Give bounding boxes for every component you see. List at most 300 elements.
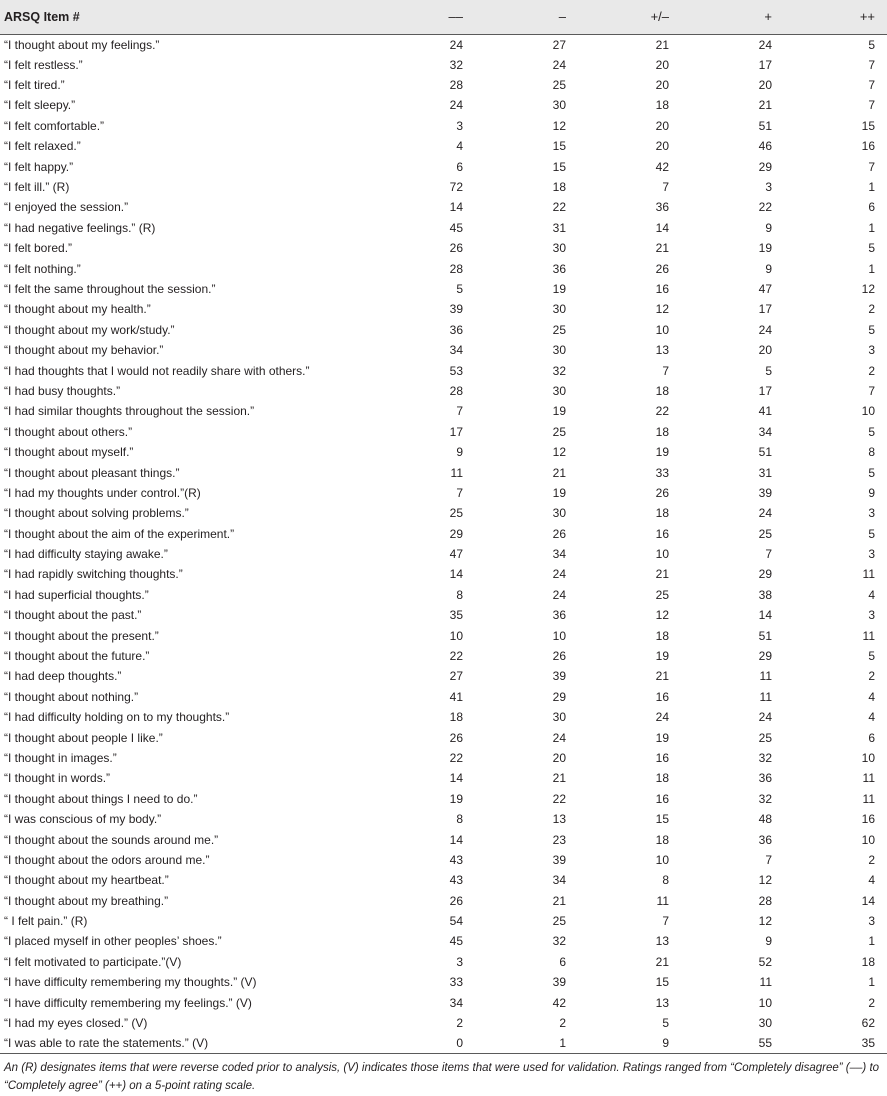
table-row xyxy=(0,666,887,686)
strongly-disagree-cell: 7 xyxy=(456,485,463,500)
strongly-agree-cell: 8 xyxy=(868,445,875,460)
neutral-cell: 9 xyxy=(578,1033,681,1054)
agree-cell: 3 xyxy=(765,180,772,195)
item-cell: “I had negative feelings.” (R) xyxy=(4,220,156,235)
table-row xyxy=(0,544,887,564)
agree-cell: 20 xyxy=(758,78,772,93)
strongly-disagree-cell: 28 xyxy=(449,383,463,398)
neutral-cell: 21 xyxy=(655,669,669,684)
strongly-disagree-cell: 43 xyxy=(449,852,463,867)
table-row xyxy=(0,748,887,768)
strongly-disagree-cell: 8 xyxy=(456,812,463,827)
strongly-agree-cell: 12 xyxy=(861,281,875,296)
item-cell: “I felt restless.” xyxy=(4,57,83,72)
neutral-cell: 11 xyxy=(656,893,669,908)
column-header-neutral: +/– xyxy=(578,0,681,34)
neutral-cell: 14 xyxy=(655,220,669,235)
strongly-disagree-cell: 14 xyxy=(449,832,463,847)
disagree-cell: 15 xyxy=(552,139,566,154)
agree-cell: 52 xyxy=(758,954,772,969)
neutral-cell: 42 xyxy=(655,159,669,174)
neutral-cell: 18 xyxy=(655,506,669,521)
item-cell: “I thought about the odors around me.” xyxy=(4,852,210,867)
item-cell: “I felt relaxed.” xyxy=(4,139,81,154)
disagree-cell: 15 xyxy=(552,159,566,174)
strongly-agree-cell: 1 xyxy=(868,975,875,990)
item-cell: “I enjoyed the session.” xyxy=(4,200,129,215)
strongly-disagree-cell: 10 xyxy=(449,628,463,643)
disagree-cell: 32 xyxy=(552,934,566,949)
disagree-cell: 1 xyxy=(475,1033,578,1054)
neutral-cell: 36 xyxy=(655,200,669,215)
strongly-agree-cell: 4 xyxy=(868,873,875,888)
table-row xyxy=(0,523,887,543)
strongly-agree-cell: 5 xyxy=(868,241,875,256)
strongly-disagree-cell: 35 xyxy=(449,608,463,623)
agree-cell: 28 xyxy=(758,893,772,908)
neutral-cell: 13 xyxy=(655,343,669,358)
strongly-agree-cell: 14 xyxy=(861,893,875,908)
strongly-agree-cell: 11 xyxy=(862,628,875,643)
agree-cell: 39 xyxy=(758,485,772,500)
item-cell: “I was able to rate the statements.” (V) xyxy=(0,1033,372,1054)
strongly-disagree-cell: 43 xyxy=(449,873,463,888)
item-cell: “I thought about nothing.” xyxy=(4,689,139,704)
table-row xyxy=(0,870,887,890)
neutral-cell: 16 xyxy=(655,689,669,704)
agree-cell: 20 xyxy=(758,343,772,358)
agree-cell: 36 xyxy=(758,832,772,847)
table-row xyxy=(0,687,887,707)
disagree-cell: 30 xyxy=(552,302,566,317)
disagree-cell: 12 xyxy=(552,118,566,133)
disagree-cell: 31 xyxy=(552,220,566,235)
agree-cell: 32 xyxy=(758,750,772,765)
item-cell: “I thought about pleasant things.” xyxy=(4,465,180,480)
neutral-cell: 7 xyxy=(662,180,669,195)
strongly-agree-cell: 6 xyxy=(868,730,875,745)
strongly-disagree-cell: 14 xyxy=(449,771,463,786)
agree-cell: 51 xyxy=(758,628,772,643)
item-cell: “I thought about my heartbeat.” xyxy=(4,873,169,888)
table-row xyxy=(0,442,887,462)
table-row xyxy=(0,1013,887,1033)
neutral-cell: 13 xyxy=(655,934,669,949)
agree-cell: 11 xyxy=(759,669,772,684)
item-cell: “I had difficulty staying awake.” xyxy=(4,547,168,562)
strongly-disagree-cell: 24 xyxy=(449,37,463,52)
strongly-disagree-cell: 3 xyxy=(456,118,463,133)
disagree-cell: 29 xyxy=(552,689,566,704)
agree-cell: 24 xyxy=(758,506,772,521)
strongly-agree-cell: 11 xyxy=(862,771,875,786)
strongly-agree-cell: 7 xyxy=(868,383,875,398)
neutral-cell: 26 xyxy=(655,261,669,276)
disagree-cell: 23 xyxy=(552,832,566,847)
item-cell: “I had similar thoughts throughout the session.” xyxy=(4,404,255,419)
item-cell: “I thought in words.” xyxy=(4,771,111,786)
agree-cell: 41 xyxy=(758,404,772,419)
item-cell: “I felt comfortable.” xyxy=(4,118,105,133)
neutral-cell: 10 xyxy=(655,852,669,867)
neutral-cell: 20 xyxy=(655,118,669,133)
item-cell: “I felt motivated to participate.”(V) xyxy=(4,954,182,969)
strongly-disagree-cell: 18 xyxy=(449,710,463,725)
neutral-cell: 19 xyxy=(655,730,669,745)
agree-cell: 9 xyxy=(765,934,772,949)
strongly-disagree-cell: 27 xyxy=(449,669,463,684)
disagree-cell: 25 xyxy=(552,322,566,337)
table-row xyxy=(0,605,887,625)
neutral-cell: 18 xyxy=(655,832,669,847)
column-header-agree: + xyxy=(681,0,784,34)
disagree-cell: 20 xyxy=(552,750,566,765)
table-row xyxy=(0,116,887,136)
strongly-agree-cell: 3 xyxy=(868,608,875,623)
agree-cell: 7 xyxy=(765,852,772,867)
strongly-agree-cell: 18 xyxy=(861,954,875,969)
strongly-agree-cell: 2 xyxy=(868,302,875,317)
neutral-cell: 20 xyxy=(655,139,669,154)
neutral-cell: 16 xyxy=(655,791,669,806)
agree-cell: 25 xyxy=(758,526,772,541)
table-row xyxy=(0,381,887,401)
table-row xyxy=(0,483,887,503)
disagree-cell: 22 xyxy=(552,791,566,806)
strongly-agree-cell: 3 xyxy=(868,343,875,358)
disagree-cell: 6 xyxy=(559,954,566,969)
table-row xyxy=(0,768,887,788)
table-row xyxy=(0,299,887,319)
agree-cell: 38 xyxy=(758,587,772,602)
strongly-disagree-cell: 14 xyxy=(449,200,463,215)
item-cell: “I placed myself in other peoples’ shoes.” xyxy=(4,934,222,949)
strongly-agree-cell: 2 xyxy=(868,852,875,867)
agree-cell: 24 xyxy=(758,37,772,52)
strongly-disagree-cell: 28 xyxy=(449,78,463,93)
strongly-agree-cell: 10 xyxy=(861,832,875,847)
strongly-agree-cell: 9 xyxy=(868,485,875,500)
strongly-disagree-cell: 53 xyxy=(449,363,463,378)
strongly-disagree-cell: 36 xyxy=(449,322,463,337)
disagree-cell: 34 xyxy=(552,547,566,562)
disagree-cell: 25 xyxy=(552,914,566,929)
agree-cell: 46 xyxy=(758,139,772,154)
neutral-cell: 16 xyxy=(655,526,669,541)
neutral-cell: 12 xyxy=(655,608,669,623)
disagree-cell: 26 xyxy=(552,526,566,541)
table-row xyxy=(0,931,887,951)
table-row xyxy=(0,992,887,1012)
disagree-cell: 32 xyxy=(552,363,566,378)
neutral-cell: 15 xyxy=(655,812,669,827)
disagree-cell: 24 xyxy=(552,57,566,72)
agree-cell: 25 xyxy=(758,730,772,745)
agree-cell: 47 xyxy=(758,281,772,296)
neutral-cell: 22 xyxy=(655,404,669,419)
neutral-cell: 13 xyxy=(655,995,669,1010)
neutral-cell: 21 xyxy=(655,954,669,969)
neutral-cell: 16 xyxy=(655,281,669,296)
neutral-cell: 15 xyxy=(655,975,669,990)
neutral-cell: 18 xyxy=(655,98,669,113)
table-row xyxy=(0,75,887,95)
neutral-cell: 33 xyxy=(655,465,669,480)
neutral-cell: 21 xyxy=(655,567,669,582)
strongly-disagree-cell: 24 xyxy=(449,98,463,113)
agree-cell: 21 xyxy=(758,98,772,113)
table-footnote: An (R) designates items that were reverse coded prior to analysis, (V) indicates those items that were used for validation. Ratings ranged from “Completely disagree” (––) to “Completely agree” (++) on a 5-point rating scale. xyxy=(4,1062,880,1092)
disagree-cell: 22 xyxy=(552,200,566,215)
disagree-cell: 13 xyxy=(552,812,566,827)
item-cell: “I felt bored.” xyxy=(4,241,73,256)
agree-cell: 34 xyxy=(758,424,772,439)
disagree-cell: 19 xyxy=(552,281,566,296)
item-cell: “I thought about my health.” xyxy=(4,302,151,317)
strongly-agree-cell: 5 xyxy=(868,37,875,52)
disagree-cell: 30 xyxy=(552,383,566,398)
strongly-agree-cell: 5 xyxy=(868,649,875,664)
neutral-cell: 21 xyxy=(655,241,669,256)
item-cell: “I had busy thoughts.” xyxy=(4,383,121,398)
strongly-agree-cell: 35 xyxy=(784,1033,887,1054)
table-row xyxy=(0,258,887,278)
strongly-agree-cell: 5 xyxy=(868,526,875,541)
table-row xyxy=(0,422,887,442)
disagree-cell: 25 xyxy=(552,424,566,439)
strongly-disagree-cell: 25 xyxy=(449,506,463,521)
table-row xyxy=(0,564,887,584)
table-row xyxy=(0,55,887,75)
table-row xyxy=(0,279,887,299)
strongly-agree-cell: 15 xyxy=(861,118,875,133)
strongly-agree-cell: 2 xyxy=(868,995,875,1010)
neutral-cell: 19 xyxy=(655,649,669,664)
table-row xyxy=(0,585,887,605)
neutral-cell: 21 xyxy=(655,37,669,52)
disagree-cell: 19 xyxy=(552,485,566,500)
disagree-cell: 19 xyxy=(552,404,566,419)
strongly-disagree-cell: 47 xyxy=(449,547,463,562)
item-cell: “I had my eyes closed.” (V) xyxy=(4,1016,148,1031)
agree-cell: 30 xyxy=(758,1016,772,1031)
table-row xyxy=(0,707,887,727)
strongly-agree-cell: 10 xyxy=(861,750,875,765)
item-cell: “ I felt pain.” (R) xyxy=(4,914,88,929)
table-row xyxy=(0,136,887,156)
item-cell: “I thought about my breathing.” xyxy=(4,893,169,908)
strongly-disagree-cell: 6 xyxy=(456,159,463,174)
table-row xyxy=(0,218,887,238)
agree-cell: 22 xyxy=(758,200,772,215)
item-cell: “I had difficulty holding on to my thoughts.” xyxy=(4,710,230,725)
strongly-disagree-cell: 2 xyxy=(456,1016,463,1031)
strongly-disagree-cell: 9 xyxy=(456,445,463,460)
agree-cell: 5 xyxy=(765,363,772,378)
item-cell: “I thought about others.” xyxy=(4,424,133,439)
item-cell: “I had deep thoughts.” xyxy=(4,669,122,684)
agree-cell: 55 xyxy=(681,1033,784,1054)
strongly-agree-cell: 5 xyxy=(868,322,875,337)
neutral-cell: 18 xyxy=(655,424,669,439)
neutral-cell: 24 xyxy=(655,710,669,725)
disagree-cell: 26 xyxy=(552,649,566,664)
table-row xyxy=(0,320,887,340)
strongly-agree-cell: 11 xyxy=(862,791,875,806)
neutral-cell: 18 xyxy=(655,383,669,398)
strongly-agree-cell: 1 xyxy=(868,934,875,949)
strongly-agree-cell: 7 xyxy=(868,78,875,93)
neutral-cell: 7 xyxy=(662,363,669,378)
strongly-disagree-cell: 41 xyxy=(449,689,463,704)
strongly-disagree-cell: 5 xyxy=(456,281,463,296)
table-row xyxy=(0,340,887,360)
disagree-cell: 39 xyxy=(552,852,566,867)
strongly-agree-cell: 7 xyxy=(868,98,875,113)
table-row xyxy=(0,401,887,421)
disagree-cell: 30 xyxy=(552,506,566,521)
item-cell: “I thought about my behavior.” xyxy=(4,343,164,358)
table-row xyxy=(0,503,887,523)
disagree-cell: 30 xyxy=(552,241,566,256)
disagree-cell: 39 xyxy=(552,669,566,684)
table-row xyxy=(0,625,887,645)
table-header-row xyxy=(0,0,887,34)
strongly-agree-cell: 1 xyxy=(868,261,875,276)
strongly-disagree-cell: 22 xyxy=(449,649,463,664)
strongly-agree-cell: 16 xyxy=(861,139,875,154)
agree-cell: 12 xyxy=(758,914,772,929)
strongly-agree-cell: 3 xyxy=(868,914,875,929)
strongly-disagree-cell: 34 xyxy=(449,995,463,1010)
neutral-cell: 12 xyxy=(655,302,669,317)
agree-cell: 29 xyxy=(758,649,772,664)
agree-cell: 11 xyxy=(759,975,772,990)
item-cell: “I thought about the sounds around me.” xyxy=(4,832,219,847)
strongly-disagree-cell: 45 xyxy=(449,934,463,949)
disagree-cell: 10 xyxy=(552,628,566,643)
table-row xyxy=(0,972,887,992)
strongly-disagree-cell: 45 xyxy=(449,220,463,235)
strongly-agree-cell: 5 xyxy=(868,424,875,439)
column-header-disagree: – xyxy=(475,0,578,34)
strongly-agree-cell: 11 xyxy=(862,567,875,582)
table-row xyxy=(0,197,887,217)
strongly-disagree-cell: 29 xyxy=(449,526,463,541)
item-cell: “I thought about the future.” xyxy=(4,649,150,664)
agree-cell: 17 xyxy=(758,302,772,317)
table-row xyxy=(0,829,887,849)
table-row xyxy=(0,850,887,870)
strongly-disagree-cell: 11 xyxy=(450,465,463,480)
strongly-disagree-cell: 0 xyxy=(372,1033,475,1054)
neutral-cell: 8 xyxy=(662,873,669,888)
strongly-disagree-cell: 34 xyxy=(449,343,463,358)
strongly-agree-cell: 1 xyxy=(868,180,875,195)
strongly-agree-cell: 62 xyxy=(861,1016,875,1031)
disagree-cell: 25 xyxy=(552,78,566,93)
disagree-cell: 30 xyxy=(552,98,566,113)
item-cell: “I felt tired.” xyxy=(4,78,65,93)
disagree-cell: 36 xyxy=(552,261,566,276)
item-cell: “I felt nothing.” xyxy=(4,261,81,276)
strongly-agree-cell: 2 xyxy=(868,363,875,378)
strongly-agree-cell: 10 xyxy=(861,404,875,419)
strongly-disagree-cell: 26 xyxy=(449,730,463,745)
item-cell: “I thought about the past.” xyxy=(4,608,142,623)
table-row xyxy=(0,95,887,115)
item-cell: “I was conscious of my body.” xyxy=(4,812,162,827)
disagree-cell: 18 xyxy=(552,180,566,195)
agree-cell: 51 xyxy=(758,118,772,133)
neutral-cell: 25 xyxy=(655,587,669,602)
neutral-cell: 26 xyxy=(655,485,669,500)
item-cell: “I thought about the aim of the experiment.” xyxy=(4,526,235,541)
strongly-agree-cell: 3 xyxy=(868,506,875,521)
strongly-disagree-cell: 7 xyxy=(456,404,463,419)
table-row xyxy=(0,891,887,911)
agree-cell: 19 xyxy=(758,241,772,256)
strongly-disagree-cell: 4 xyxy=(456,139,463,154)
item-cell: “I had thoughts that I would not readily share with others.” xyxy=(4,363,310,378)
strongly-disagree-cell: 22 xyxy=(449,750,463,765)
agree-cell: 29 xyxy=(758,159,772,174)
item-cell: “I thought about myself.” xyxy=(4,445,134,460)
agree-cell: 32 xyxy=(758,791,772,806)
strongly-agree-cell: 4 xyxy=(868,710,875,725)
strongly-agree-cell: 4 xyxy=(868,587,875,602)
disagree-cell: 24 xyxy=(552,730,566,745)
agree-cell: 48 xyxy=(758,812,772,827)
strongly-disagree-cell: 17 xyxy=(449,424,463,439)
strongly-disagree-cell: 32 xyxy=(449,57,463,72)
strongly-disagree-cell: 14 xyxy=(449,567,463,582)
disagree-cell: 24 xyxy=(552,567,566,582)
disagree-cell: 30 xyxy=(552,343,566,358)
item-cell: “I have difficulty remembering my thoughts.” (V) xyxy=(4,975,257,990)
neutral-cell: 20 xyxy=(655,57,669,72)
strongly-disagree-cell: 8 xyxy=(456,587,463,602)
agree-cell: 51 xyxy=(758,445,772,460)
disagree-cell: 21 xyxy=(552,465,566,480)
item-cell: “I thought in images.” xyxy=(4,750,117,765)
agree-cell: 12 xyxy=(758,873,772,888)
agree-cell: 17 xyxy=(758,383,772,398)
disagree-cell: 39 xyxy=(552,975,566,990)
disagree-cell: 12 xyxy=(552,445,566,460)
item-cell: “I felt the same throughout the session.” xyxy=(4,281,216,296)
disagree-cell: 34 xyxy=(552,873,566,888)
table-row xyxy=(0,911,887,931)
table-body xyxy=(0,34,887,1054)
strongly-agree-cell: 3 xyxy=(868,547,875,562)
column-header-item: ARSQ Item # xyxy=(0,0,372,34)
item-cell: “I felt ill.” (R) xyxy=(4,180,70,195)
table-row xyxy=(0,462,887,482)
column-header-strongly-agree: ++ xyxy=(784,0,887,34)
disagree-cell: 27 xyxy=(552,37,566,52)
item-cell: “I felt sleepy.” xyxy=(4,98,76,113)
table-row xyxy=(0,360,887,380)
agree-cell: 29 xyxy=(758,567,772,582)
item-cell: “I thought about my feelings.” xyxy=(4,37,160,52)
agree-cell: 36 xyxy=(758,771,772,786)
strongly-agree-cell: 5 xyxy=(868,465,875,480)
item-cell: “I thought about people I like.” xyxy=(4,730,163,745)
strongly-disagree-cell: 54 xyxy=(449,914,463,929)
table-row xyxy=(0,809,887,829)
item-cell: “I thought about solving problems.” xyxy=(4,506,189,521)
